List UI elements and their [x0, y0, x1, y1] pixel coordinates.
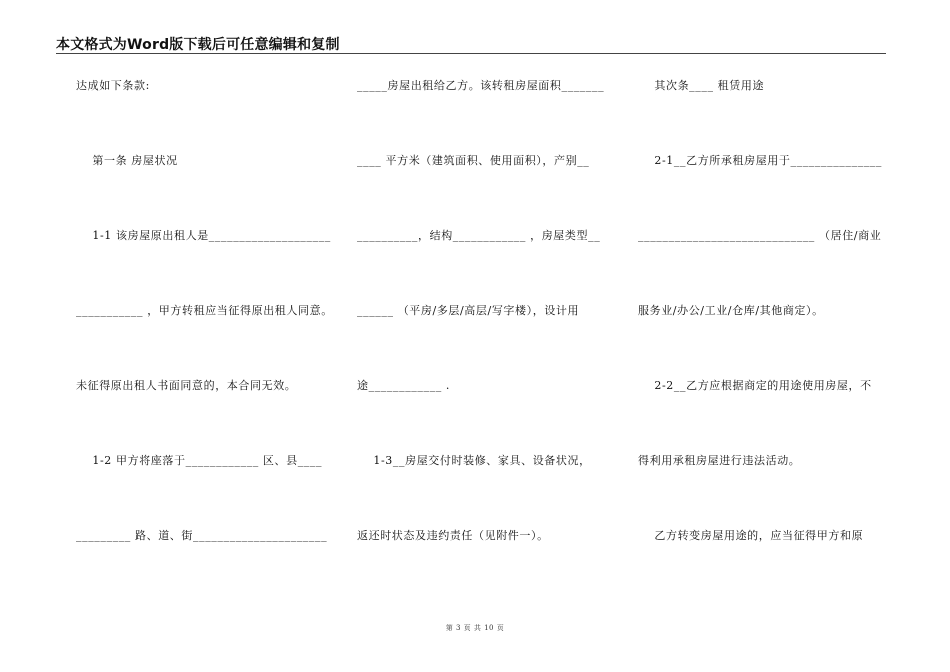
text-line: _____房屋出租给乙方。该转租房屋面积_______	[357, 79, 605, 92]
text-line: 第一条 房屋状况	[76, 154, 178, 167]
text-line: 其次条____ 租赁用途	[638, 79, 765, 92]
text-line: 1-3__房屋交付时装修、家具、设备状况，	[357, 454, 591, 467]
text-line: _________ 路、道、街______________________	[76, 529, 328, 542]
column-middle	[357, 0, 619, 672]
text-line: 2-2__乙方应根据商定的用途使用房屋，不	[638, 379, 872, 392]
page-header-title: 本文格式为Word版下载后可任意编辑和复制	[56, 37, 340, 53]
text-line: 途____________ .	[357, 379, 450, 392]
text-line: 返还时状态及违约责任（见附件一）。	[357, 529, 549, 542]
column-left	[76, 0, 338, 672]
text-line: 得利用承租房屋进行违法活动。	[638, 454, 801, 467]
text-line: 1-2 甲方将座落于____________ 区、县____	[76, 454, 323, 467]
text-line: ____ 平方米（建筑面积、使用面积），产别__	[357, 154, 590, 167]
text-line: 服务业/办公/工业/仓库/其他商定）。	[638, 304, 824, 317]
text-line: ___________ ，甲方转租应当征得原出租人同意。	[76, 304, 333, 317]
text-line: 2-1__乙方所承租房屋用于_______________	[638, 154, 882, 167]
text-line: ______ （平房/多层/高层/写字楼），设计用	[357, 304, 580, 317]
column-right	[638, 0, 900, 672]
text-line: 未征得原出租人书面同意的，本合同无效。	[76, 379, 297, 392]
text-line: 1-1 该房屋原出租人是____________________	[76, 229, 331, 242]
text-line: __________，结构____________ ，房屋类型__	[357, 229, 601, 242]
text-line: 乙方转变房屋用途的，应当征得甲方和原	[638, 529, 864, 542]
page-number-footer: 第 3 页 共 10 页	[445, 624, 505, 632]
text-line: 达成如下条款:	[76, 79, 150, 92]
text-line: _____________________________ （居住/商业	[638, 229, 882, 242]
